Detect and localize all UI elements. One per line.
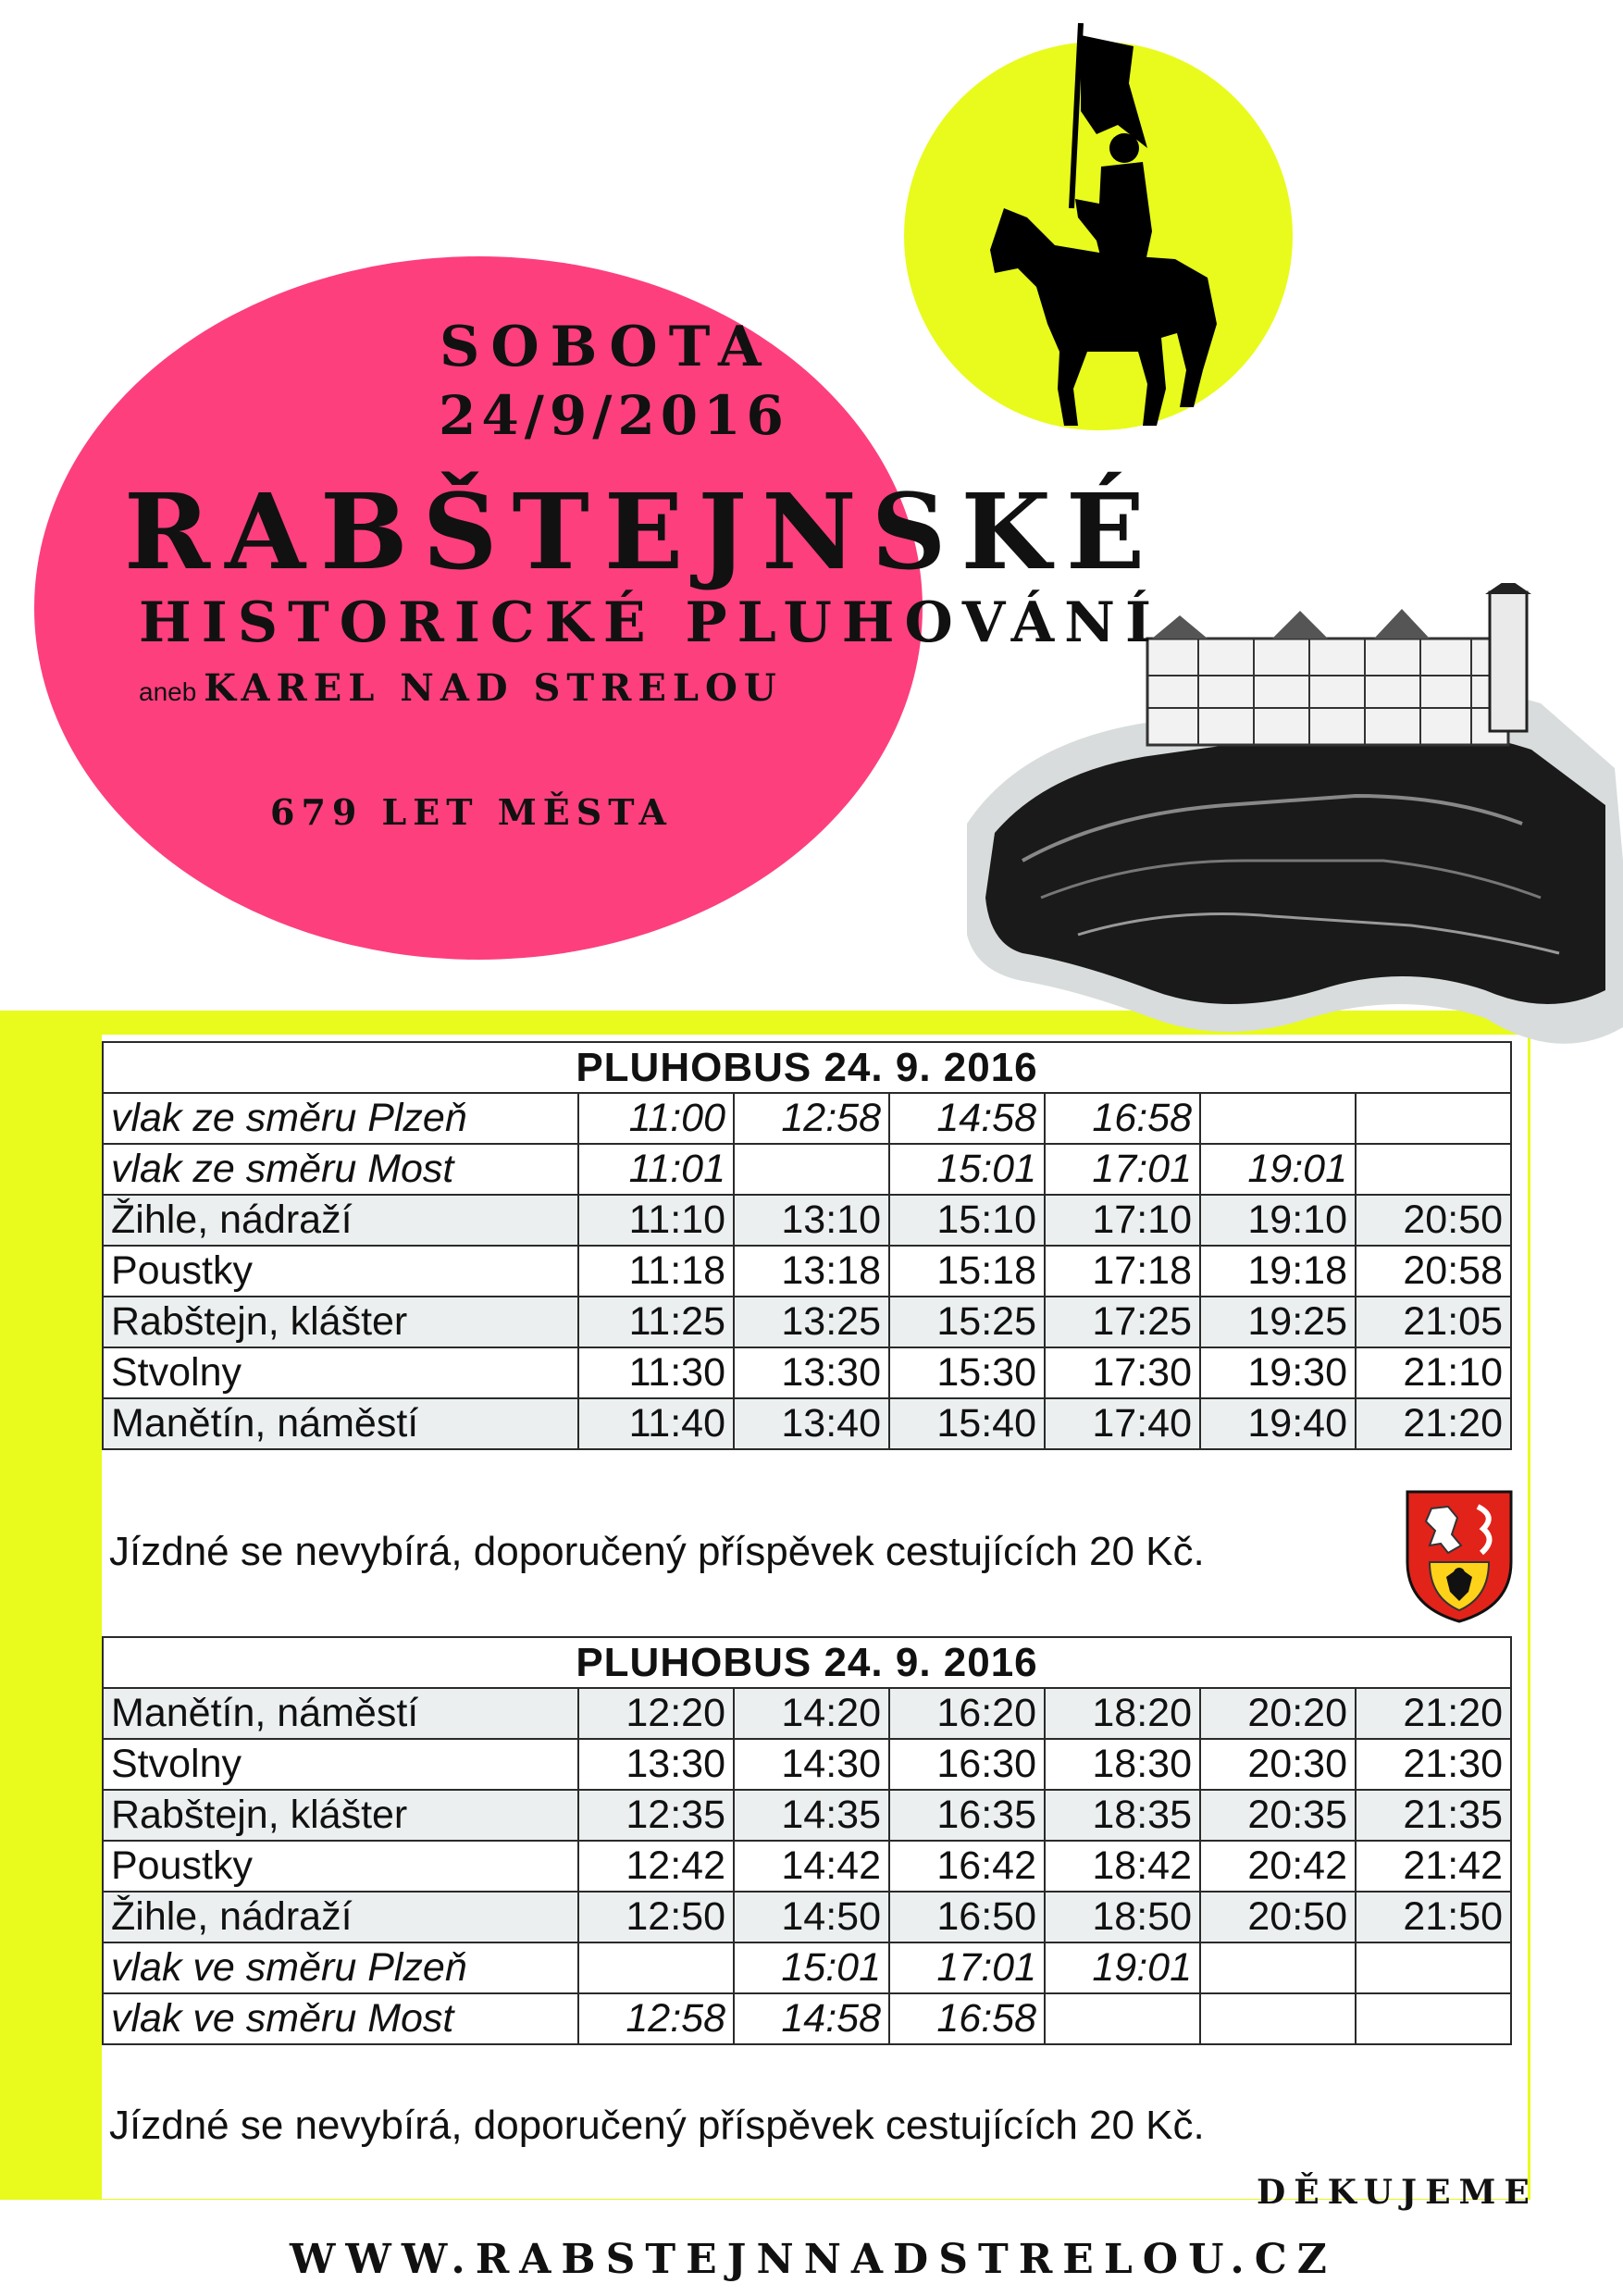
- time-cell: 11:18: [578, 1246, 734, 1297]
- knight-icon: [972, 19, 1240, 435]
- time-cell: 20:20: [1200, 1688, 1356, 1739]
- time-cell: 17:40: [1045, 1398, 1200, 1449]
- table-row: [103, 1993, 1511, 2044]
- time-cell: 21:10: [1356, 1347, 1511, 1398]
- time-cell: 14:58: [889, 1093, 1045, 1144]
- time-cell: [1045, 1993, 1200, 2044]
- time-cell: 12:20: [578, 1688, 734, 1739]
- time-cell: 21:35: [1356, 1790, 1511, 1841]
- time-cell: 19:01: [1045, 1942, 1200, 1993]
- time-cell: 16:20: [889, 1688, 1045, 1739]
- time-cell: 11:25: [578, 1297, 734, 1347]
- time-cell: [734, 1144, 889, 1195]
- time-cell: 15:01: [734, 1942, 889, 1993]
- time-cell: 15:18: [889, 1246, 1045, 1297]
- table-row: [103, 1093, 1511, 1144]
- time-cell: 21:20: [1356, 1398, 1511, 1449]
- stop-name: vlak ve směru Most: [103, 1993, 578, 2044]
- time-cell: 19:10: [1200, 1195, 1356, 1246]
- time-cell: 19:25: [1200, 1297, 1356, 1347]
- time-cell: 14:42: [734, 1841, 889, 1892]
- table-row: [103, 1195, 1511, 1246]
- time-cell: 20:50: [1200, 1892, 1356, 1942]
- time-cell: 16:35: [889, 1790, 1045, 1841]
- stop-name: Poustky: [103, 1841, 578, 1892]
- table-row: [103, 1841, 1511, 1892]
- timetable-2-header: PLUHOBUS 24. 9. 2016: [103, 1637, 1511, 1688]
- time-cell: 14:35: [734, 1790, 889, 1841]
- stop-name: Žihle, nádraží: [103, 1195, 578, 1246]
- stop-name: Rabštejn, klášter: [103, 1790, 578, 1841]
- time-cell: 11:40: [578, 1398, 734, 1449]
- time-cell: 18:50: [1045, 1892, 1200, 1942]
- timetable-1: [102, 1041, 1512, 1450]
- time-cell: 20:35: [1200, 1790, 1356, 1841]
- time-cell: [1356, 1144, 1511, 1195]
- table-row: [103, 1297, 1511, 1347]
- time-cell: 21:42: [1356, 1841, 1511, 1892]
- time-cell: 11:30: [578, 1347, 734, 1398]
- time-cell: 17:30: [1045, 1347, 1200, 1398]
- time-cell: [1200, 1942, 1356, 1993]
- time-cell: 12:42: [578, 1841, 734, 1892]
- table-row: [103, 1398, 1511, 1449]
- date-heading: 24/9/2016: [439, 384, 789, 447]
- website-link[interactable]: WWW.RABSTEJNNADSTRELOU.CZ: [290, 2236, 1337, 2283]
- time-cell: 18:35: [1045, 1790, 1200, 1841]
- day-heading: SOBOTA: [440, 315, 773, 379]
- time-cell: 13:30: [578, 1739, 734, 1790]
- time-cell: 18:20: [1045, 1688, 1200, 1739]
- time-cell: [1200, 1993, 1356, 2044]
- time-cell: 20:58: [1356, 1246, 1511, 1297]
- time-cell: 13:10: [734, 1195, 889, 1246]
- time-cell: 11:10: [578, 1195, 734, 1246]
- time-cell: 16:58: [889, 1993, 1045, 2044]
- time-cell: 21:20: [1356, 1688, 1511, 1739]
- time-cell: [578, 1942, 734, 1993]
- time-cell: 12:58: [734, 1093, 889, 1144]
- stop-name: vlak ze směru Plzeň: [103, 1093, 578, 1144]
- time-cell: 13:18: [734, 1246, 889, 1297]
- table-row: [103, 1790, 1511, 1841]
- table-row: [103, 1892, 1511, 1942]
- table-row: [103, 1144, 1511, 1195]
- time-cell: 17:25: [1045, 1297, 1200, 1347]
- time-cell: 13:40: [734, 1398, 889, 1449]
- fare-note-1: Jízdné se nevybírá, doporučený příspěvek cestujících 20 Kč.: [109, 1529, 1205, 1574]
- table-row: [103, 1246, 1511, 1297]
- time-cell: 21:05: [1356, 1297, 1511, 1347]
- time-cell: 12:35: [578, 1790, 734, 1841]
- time-cell: 13:25: [734, 1297, 889, 1347]
- time-cell: 17:18: [1045, 1246, 1200, 1297]
- time-cell: 11:00: [578, 1093, 734, 1144]
- stop-name: Stvolny: [103, 1739, 578, 1790]
- time-cell: 20:50: [1356, 1195, 1511, 1246]
- time-cell: 19:30: [1200, 1347, 1356, 1398]
- time-cell: 15:40: [889, 1398, 1045, 1449]
- time-cell: 18:30: [1045, 1739, 1200, 1790]
- time-cell: 17:10: [1045, 1195, 1200, 1246]
- time-cell: 15:30: [889, 1347, 1045, 1398]
- stop-name: Manětín, náměstí: [103, 1688, 578, 1739]
- time-cell: [1356, 1093, 1511, 1144]
- time-cell: 18:42: [1045, 1841, 1200, 1892]
- aneb-big-text: KAREL NAD STRELOU: [204, 666, 783, 710]
- time-cell: 19:18: [1200, 1246, 1356, 1297]
- stop-name: Stvolny: [103, 1347, 578, 1398]
- stop-name: Rabštejn, klášter: [103, 1297, 578, 1347]
- time-cell: 21:30: [1356, 1739, 1511, 1790]
- time-cell: [1356, 1942, 1511, 1993]
- table-row: [103, 1739, 1511, 1790]
- time-cell: 12:58: [578, 1993, 734, 2044]
- time-cell: 21:50: [1356, 1892, 1511, 1942]
- castle-icon: [967, 583, 1623, 1083]
- aneb-small-text: aneb: [139, 677, 197, 706]
- time-cell: 12:50: [578, 1892, 734, 1942]
- time-cell: 19:01: [1200, 1144, 1356, 1195]
- table-row: [103, 1347, 1511, 1398]
- time-cell: 14:30: [734, 1739, 889, 1790]
- timetable-1-header: PLUHOBUS 24. 9. 2016: [103, 1042, 1511, 1093]
- crest-icon: [1404, 1488, 1515, 1625]
- time-cell: 16:50: [889, 1892, 1045, 1942]
- time-cell: 14:50: [734, 1892, 889, 1942]
- time-cell: 20:42: [1200, 1841, 1356, 1892]
- time-cell: 14:20: [734, 1688, 889, 1739]
- time-cell: 13:30: [734, 1347, 889, 1398]
- stop-name: vlak ze směru Most: [103, 1144, 578, 1195]
- stop-name: Manětín, náměstí: [103, 1398, 578, 1449]
- time-cell: 16:30: [889, 1739, 1045, 1790]
- time-cell: 17:01: [1045, 1144, 1200, 1195]
- stop-name: Poustky: [103, 1246, 578, 1297]
- time-cell: [1200, 1093, 1356, 1144]
- stop-name: vlak ve směru Plzeň: [103, 1942, 578, 1993]
- time-cell: 15:25: [889, 1297, 1045, 1347]
- stop-name: Žihle, nádraží: [103, 1892, 578, 1942]
- thanks-text: DĚKUJEME: [1257, 2173, 1538, 2212]
- time-cell: 16:42: [889, 1841, 1045, 1892]
- subtitle: HISTORICKÉ PLUHOVÁNÍ: [139, 590, 1162, 655]
- anniversary-text: 679 LET MĚSTA: [270, 791, 673, 833]
- table-row: [103, 1688, 1511, 1739]
- time-cell: 17:01: [889, 1942, 1045, 1993]
- time-cell: [1356, 1993, 1511, 2044]
- time-cell: 19:40: [1200, 1398, 1356, 1449]
- time-cell: 15:10: [889, 1195, 1045, 1246]
- table-row: [103, 1942, 1511, 1993]
- main-title: RABŠTEJNSKÉ: [124, 472, 1160, 593]
- time-cell: 11:01: [578, 1144, 734, 1195]
- time-cell: 15:01: [889, 1144, 1045, 1195]
- time-cell: 20:30: [1200, 1739, 1356, 1790]
- time-cell: 14:58: [734, 1993, 889, 2044]
- aneb-line: [139, 666, 783, 710]
- time-cell: 16:58: [1045, 1093, 1200, 1144]
- fare-note-2: Jízdné se nevybírá, doporučený příspěvek cestujících 20 Kč.: [109, 2103, 1205, 2148]
- timetable-2: [102, 1636, 1512, 2045]
